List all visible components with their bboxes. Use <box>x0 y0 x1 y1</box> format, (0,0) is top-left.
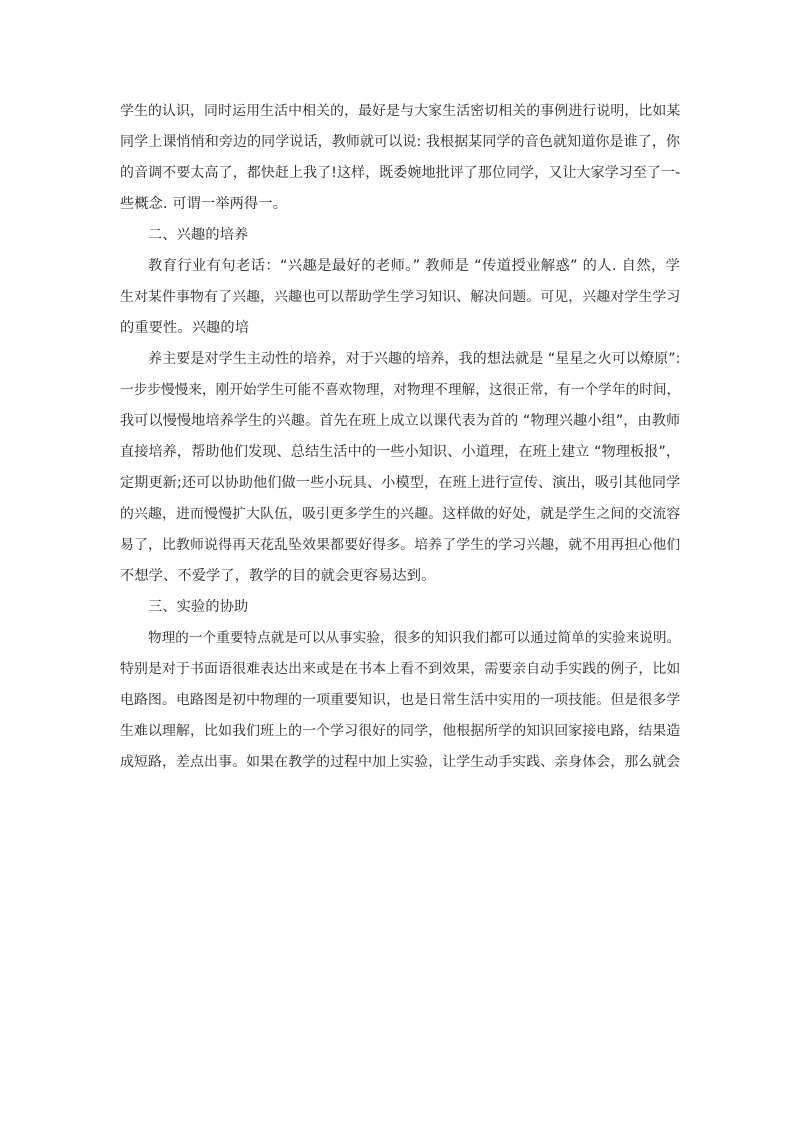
document-line: 成短路，差点出事。如果在教学的过程中加上实验，让学生动手实践、亲身体会，那么就会 <box>120 754 681 770</box>
document-line: 我可以慢慢地培养学生的兴趣。首先在班上成立以课代表为首的 “物理兴趣小组”，由教师 <box>120 413 681 429</box>
document-line: 的音调不要太高了，都快赶上我了!这样，既委婉地批评了那位同学，又让大家学习至了一- <box>120 165 681 181</box>
document-line: 物理的一个重要特点就是可以从事实验，很多的知识我们都可以通过简单的实验来说明。 <box>148 630 681 646</box>
document-line: 一步步慢慢来，刚开始学生可能不喜欢物理，对物理不理解，这很正常，有一个学年的时间， <box>120 382 681 398</box>
document-line: 养主要是对学生主动性的培养，对于兴趣的培养，我的想法就是 “星星之火可以燎原”: <box>148 351 681 367</box>
document-line: 直接培养，帮助他们发现、总结生活中的一些小知识、小道理，在班上建立 “物理板报”， <box>120 444 681 460</box>
document-line: 易了，比教师说得再天花乱坠效果都要好得多。培养了学生的学习兴趣，就不用再担心他们 <box>120 537 681 553</box>
document-line: 教育行业有句老话：“兴趣是最好的老师。” 教师是 “传道授业解惑” 的人. 自然，学 <box>148 258 680 274</box>
document-line: 二、兴趣的培养 <box>148 227 249 243</box>
document-line: 学生的认识，同时运用生活中相关的，最好是与大家生活密切相关的事例进行说明，比如某 <box>120 103 681 119</box>
document-line: 生难以理解，比如我们班上的一个学习很好的同学，他根据所学的知识回家接电路，结果造 <box>120 723 681 739</box>
document-line: 些概念. 可谓一举两得一。 <box>120 196 288 212</box>
document-line: 电路图。电路图是初中物理的一项重要知识，也是日常生活中实用的一项技能。但是很多学 <box>120 692 681 708</box>
document-line: 不想学、不爱学了，教学的目的就会更容易达到。 <box>120 568 436 584</box>
document-line: 定期更新;还可以协助他们做一些小玩具、小模型，在班上进行宣传、演出，吸引其他同学 <box>120 475 681 491</box>
document-line: 的重要性。兴趣的培 <box>120 320 250 336</box>
document-line: 同学上课悄悄和旁边的同学说话，教师就可以说: 我根据某同学的音色就知道你是谁了，你 <box>120 134 681 150</box>
document-line: 三、实验的协助 <box>148 599 249 615</box>
document-line: 生对某件事物有了兴趣，兴趣也可以帮助学生学习知识、解决问题。可见，兴趣对学生学习 <box>120 289 681 305</box>
document-line: 特别是对于书面语很难表达出来或是在书本上看不到效果，需要亲自动手实践的例子，比如 <box>120 661 681 677</box>
document-line: 的兴趣，进而慢慢扩大队伍，吸引更多学生的兴趣。这样做的好处，就是学生之间的交流容 <box>120 506 681 522</box>
document-body <box>120 96 680 778</box>
